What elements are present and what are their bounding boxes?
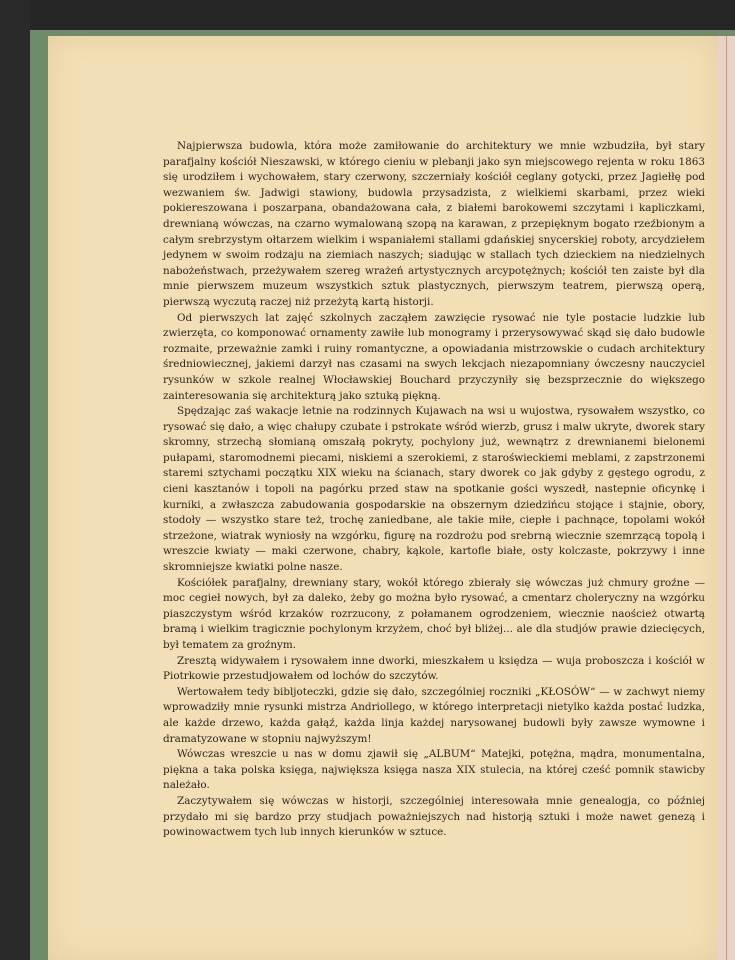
paragraph-7: Wówczas wreszcie u nas w domu zjawił się „ALBUM“ Matejki, potężna, mądra, monumentalna, piękna a taka polska księga, największa księga nasza XIX stulecia, na której cześć pomnik stawicby należało. [163,748,705,792]
body-text [163,139,705,841]
paragraph-4: Kościółek parafjalny, drewniany stary, wokół którego zbierały się wówczas już chmury groźne — moc cegieł nowych, był za daleko, żeby go można było rysować, a cmentarz choleryczny na wzgórku piaszczystym wśród krzaków rozrzucony, z połamanem ogrodzeniem, wiecznie naoścież otwartą bramą i wielkim tragicznie pochylonym krzyżem, choć był bliżej... ale dla studjów prawie dziecięcych, był tematem za groźnym. [163,576,705,651]
adjacent-page-rule [726,36,727,960]
scan-background-left [0,0,30,960]
paragraph-8: Zaczytywałem się wówczas w historji, szczególniej interesowała mnie genealogja, co później przydało mi się bardzo przy studjach poważniejszych nad historją sztuki i może nawet genezą i powinowactwem tych lub innych kierunków w sztuce. [163,794,705,839]
adjacent-page-edge [718,36,735,960]
paragraph-6: Wertowałem tedy bibljoteczki, gdzie się dało, szczególniej roczniki „KŁOSÓW“ — w zachwyt niemy wprowadziły mnie rysunki mistrza Andriollego, w którego interpretacji nietylko każda postać ludzka, ale każde drzewo, każda gałąź, każda linja każdej narysowanej budowli były zawsze wymowne i dramatyzowane w stopniu najwyższym! [163,685,705,745]
paragraph-3: Spędzając zaś wakacje letnie na rodzinnych Kujawach na wsi u wujostwa, rysowałem wszystko, co rysować się dało, a więc chałupy czubate i pstrokate wśród wierzb, grusz i malw ukryte, dworek stary skromny, strzechą słomianą omszałą pokryty, pochylony już, wewnątrz z drewnianemi bielonemi pułapami, staromodnemi piecami, niskiemi a szerokiemi, z staroświeckiemi meblami, z zapstrzonemi staremi sztychami początku XIX wieku na ścianach, stary dworek co jak gdyby z gęstego ogrodu, z cieni kasztanów i topoli na pagórku przed staw na spotkanie gości wyszedł, nastepnie oficynkę i kurniki, a zwłaszcza zabudowania gospodarskie na obszernym dziedzińcu stojące i stajnie, obory, stodoły — wszystko stare też, trochę zaniedbane, ale takie miłe, ciepłe i pachnące, topolami wokół strzeżone, wiatrak wyniosły na wzgórku, figurę na rozdrożu pod srebrną wiecznie szemrzącą topolą i wreszcie kwiaty — maki czerwone, chabry, kąkole, kartofle białe, osty kolczaste, pokrzywy i inne skromniejsze kwiatki polne nasze. [163,405,705,574]
paragraph-5: Zresztą widywałem i rysowałem inne dworki, mieszkałem u księdza — wuja proboszcza i kościół w Piotrkowie przestudjowałem od lochów do szczytów. [163,654,705,683]
scan-background-top [0,0,735,30]
paragraph-1: Najpierwsza budowla, która może zamiłowanie do architektury we mnie wzbudziła, był stary parafjalny kościół Nieszawski, w którego cieniu w plebanji jako syn miejscowego rejenta w roku 1863 się urodziłem i wychowałem, stary czerwony, szczerniały kościół ceglany gotycki, przez Jagiełłę pod wezwaniem św. Jadwigi stawiony, budowla przysadzista, z wielkiemi skarbami, przez wieki pokiereszowana i poszarpana, obandażowana cała, z białemi barokowemi szczytami i kapliczkami, drewnianą wówczas, na czarno wymalowaną szopą na karawan, z przepięknym bogato rzeźbionym a całym srebrzystym ołtarzem wielkim i wspaniałemi stallami gdańskiej snycerskiej roboty, arcydziełem jedynem w swoim rodzaju na ziemiach naszych; siadując w stallach tych dzieckiem na niedzielnych nabożeństwach, przeżywałem szereg wrażeń artystycznych arcypotężnych; kościół ten zaiste był dla mnie pierwszem muzeum wszystkich sztuk plastycznych, pierwszym teatrem, pierwszą operą, pierwszą wyczutą raczej niż przeżytą kartą historji. [163,140,705,308]
paragraph-2: Od pierwszych lat zajęć szkolnych zacząłem zawzięcie rysować nie tyle postacie ludzkie lub zwierzęta, co komponować ornamenty zawiłe lub monogramy i przerysowywać skąd się dało budowle rozmaite, przeważnie zamki i ruiny romantyczne, a opowiadania mistrzowskie o cudach architektury średniowiecznej, jakiemi darzył nas czasami na swych lekcjach niezapomniany ówczesny nauczyciel rysunków w szkole realnej Włocławskiej Bouchard przyczyniły się bezsprzecznie do większego zainteresowania się architekturą jako sztuką piękną. [163,311,705,402]
